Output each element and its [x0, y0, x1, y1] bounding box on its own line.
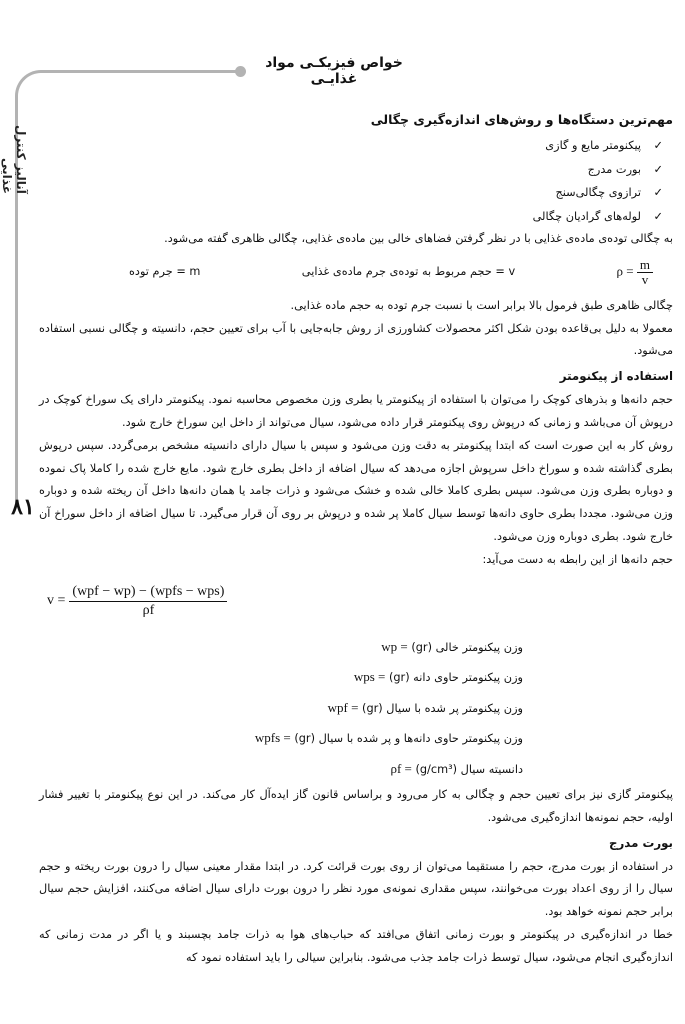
section-title-density-methods: مهم‌ترین دستگاه‌ها و روش‌های اندازه‌گیری چگالی	[370, 112, 673, 127]
checkmark-icon: ✓	[653, 186, 663, 199]
paragraph: حجم دانه‌ها از این رابطه به دست می‌آید:	[482, 552, 673, 566]
author-vertical: آنالیز کنترل غذایی	[0, 125, 28, 194]
section-title-burette: بورت مدرج	[609, 835, 673, 850]
list-item: ✓بورت مدرج	[39, 158, 663, 182]
paragraph: معمولا به دلیل بی‌قاعده بودن شکل اکثر محصولات کشاورزی از روش جابه‌جایی با آب برای تعیین حجم، دانسیته و چگالی نسبی استفاده می‌شود.	[39, 321, 673, 358]
checkmark-icon: ✓	[653, 209, 663, 223]
frame-dot-decoration	[235, 66, 246, 77]
density-formula	[39, 251, 673, 295]
paragraph: پیکنومتر گازی نیز برای تعیین حجم و چگالی به کار می‌رود و براساس قانون گاز ایده‌آل کار می‌کند. در این نوع پیکنومتر با تغییر فشار اولیه، حجم نمونه‌ها اندازه‌گیری می‌شود.	[39, 788, 673, 824]
definition-row: وزن پیکنومتر حاوی دانه (gr) wps =	[353, 669, 523, 685]
paragraph: چگالی ظاهری طبق فرمول بالا برابر است با نسبت جرم توده به حجم ماده غذایی.	[290, 298, 673, 312]
list-item: ✓پیکنومتر مایع و گازی	[39, 134, 663, 158]
section-title-pycnometer: استفاده از پیکنومتر	[559, 369, 673, 384]
chapter-title: خواص فیزیکـی مواد غذایـی	[265, 55, 403, 87]
formula-rho: ρ = $\frac{m}{v}$	[617, 258, 653, 287]
paragraph: روش کار به این صورت است که ابتدا پیکنومتر به دقت وزن می‌شود و سپس با سیال دارای دانسیته مشخص برمی‌گردد. سپس درپوش بطری گذاشته شده و سوراخ داخل سرپوش اجازه می‌دهد که سیال اضافه از داخل بطری خارج شود. مایع خارج شده را کاملا پاک نموده و دوباره بطری وزن می‌شود. سپس بطری کاملا خالی شده و خشک می‌شود و ذرات جامد یا همان دانه‌ها داخل آن ریخته شده و دوباره وزن می‌شود. مجددا بطری حاوی دانه‌ها توسط سیال کاملا پر شده و درپوش بر روی آن قرار می‌گیرد. تا سیال اضافه از داخل سوراخ آن خارج شود. بطری دوباره وزن می‌شود.	[39, 438, 673, 543]
definition-row: دانسیته سیال (g/cm³) ρf =	[390, 760, 523, 776]
methods-list	[39, 134, 673, 228]
paragraph: خطا در اندازه‌گیری در پیکنومتر و بورت زمانی اتفاق می‌افتد که حباب‌های هوا به ذرات جامد بچسبند و یا اگر در مدت زمانی که اندازه‌گیری انجام می‌شود، سیال توسط ذرات جامد جذب می‌شود. بنابراین سیالی را باید استفاده نمود که	[39, 928, 673, 964]
volume-formula: v = $\frac{\text{(wpf − wp) − (wpfs − wps)}}{\rho f}$	[39, 572, 673, 632]
formula-m-definition: m = جرم توده	[129, 265, 201, 279]
page-content	[39, 108, 673, 970]
definition-row: وزن پیکنومتر حاوی دانه‌ها و پر شده با سیال (gr) wpfs =	[254, 730, 523, 746]
paragraph-intro: به چگالی توده‌ی ماده‌ی غذایی با در نظر گرفتن فضاهای خالی بین ماده‌ی غذایی، چگالی ظاهری گفته می‌شود.	[164, 232, 673, 245]
definition-row: وزن پیکنومتر خالی (gr) wp =	[381, 638, 523, 654]
list-item: ✓لوله‌های گرادیان چگالی	[39, 205, 663, 229]
paragraph: حجم دانه‌ها و بذرهای کوچک را می‌توان با استفاده از پیکنومتر یا بطری وزن مخصوص محاسبه نمود. پیکنومتر دارای یک سوراخ کوچک در درپوش آن می‌باشد و زمانی که درپوش روی پیکنومتر قرار داده می‌شود، سیال می‌تواند از داخل این سوراخ خارج شود.	[39, 393, 673, 429]
paragraph: در استفاده از بورت مدرج، حجم را مستقیما می‌توان از روی بورت قرائت کرد. در ابتدا مقدار معینی سیال را درون بورت ریخته و حجم سیال را از روی اعداد بورت می‌خوانند، سپس مقداری نمونه‌ی مورد نظر را درون بورت دارای سیال اضافه می‌کنند، افزایش حجم سیال برابر حجم نمونه خواهد بود.	[39, 859, 673, 919]
variable-definitions	[39, 632, 673, 785]
checkmark-icon: ✓	[653, 139, 663, 152]
definition-row: وزن پیکنومتر پر شده با سیال (gr) wpf =	[327, 699, 523, 715]
list-item: ✓ترازوی چگالی‌سنج	[39, 181, 663, 205]
formula-v-definition: v = حجم مربوط به توده‌ی جرم ماده‌ی غذایی	[301, 265, 516, 279]
checkmark-icon: ✓	[653, 162, 663, 176]
page-number: ۸۱	[11, 494, 35, 519]
